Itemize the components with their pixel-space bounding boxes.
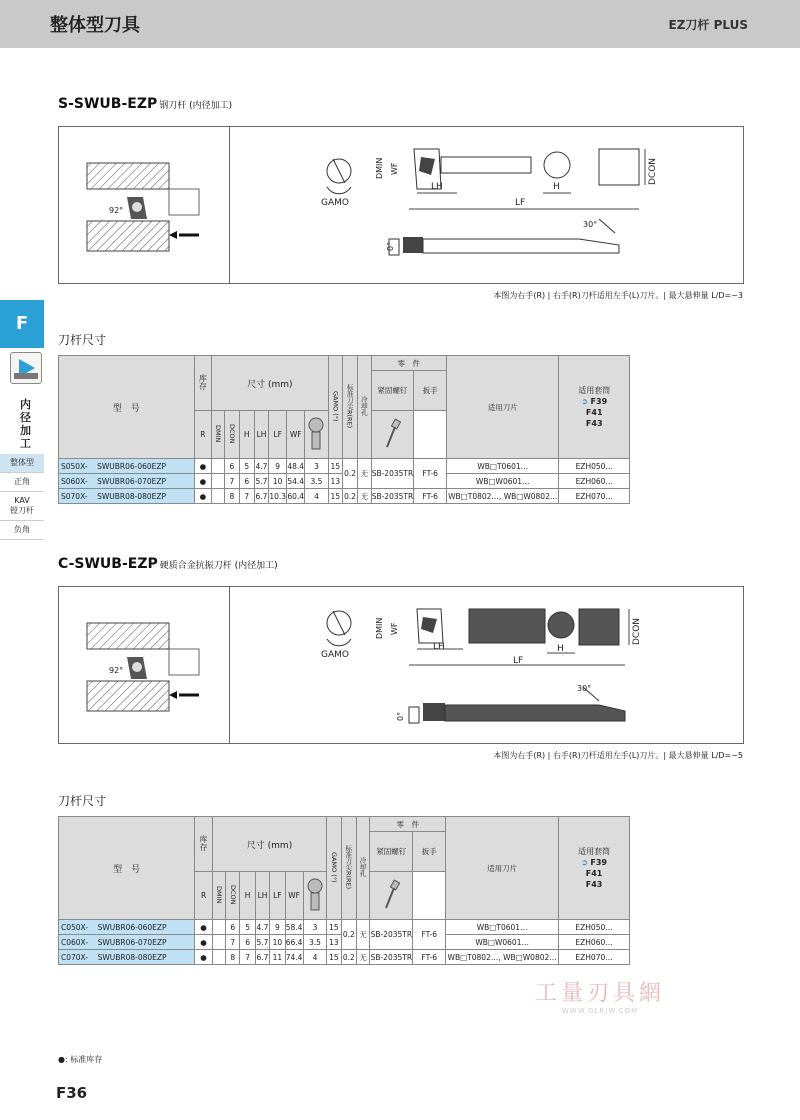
col-coolant: 冷却孔 [359, 396, 368, 416]
table2-subhead: 刀杆尺寸 [58, 794, 107, 808]
zero-angle-label: 0° [396, 711, 405, 721]
col-wrench: 扳手 [413, 832, 446, 872]
wf-label: WF [390, 162, 399, 175]
holder-drawing [59, 127, 745, 285]
col-sleeve [559, 817, 630, 920]
col-model: 型 号 [59, 356, 195, 459]
arrow-right-icon: ➲ [581, 397, 588, 406]
section2-title [58, 556, 278, 572]
lh-label: LH [431, 182, 443, 192]
col-dmin: DMIN [214, 885, 223, 904]
sleeve-ref-1[interactable]: F39 [590, 858, 607, 867]
col-h: H [239, 411, 254, 459]
wrench-icon [381, 417, 403, 451]
col-screw: 紧固螺钉 [371, 371, 414, 411]
side-nav [0, 454, 44, 540]
chapter-tab[interactable]: F [0, 300, 44, 348]
screw-icon [305, 417, 327, 451]
sleeve-title: 适用套筒 [578, 847, 611, 856]
side-nav-item-solid[interactable]: 整体型 [0, 454, 44, 473]
model-cell: S050X- SWUBR06-060EZP [59, 459, 195, 474]
section1-subtitle: 钢刀杆 (内径加工) [159, 101, 233, 111]
stock-legend: ●: 标准库存 [58, 1055, 103, 1064]
lh-label: LH [433, 642, 445, 652]
gamo-label: GAMO [321, 650, 349, 660]
dcon-label: DCON [632, 617, 642, 645]
side-nav-item-kav[interactable]: KAV 镗刀杆 [0, 492, 44, 521]
col-model: 型 号 [59, 817, 195, 920]
section1-diagram [58, 126, 744, 284]
table1 [58, 355, 630, 504]
wf-label: WF [390, 622, 399, 635]
sleeve-ref-2[interactable]: F41 [585, 408, 603, 417]
model-cell: C070X- SWUBR08-080EZP [59, 950, 195, 965]
col-lf: LF [269, 411, 287, 459]
table-row[interactable]: C060X- SWUBR06-070EZP ● 7 6 5.7 10 66.4 3.5 13 WB□W0601… EZH060… [59, 935, 630, 950]
col-lf: LF [270, 872, 285, 920]
col-coolant: 冷却孔 [358, 857, 367, 877]
col-dcon: DCON [228, 884, 237, 905]
dcon-label: DCON [648, 157, 658, 185]
gamo-label: GAMO [321, 198, 349, 208]
zero-angle-label: 0° [386, 241, 395, 251]
angle-92-label: 92° [109, 666, 124, 675]
col-dcon: DCON [227, 423, 236, 444]
watermark [535, 976, 665, 1015]
wrench-icon [380, 878, 402, 912]
col-stock: 库存 [199, 835, 209, 851]
table-row[interactable]: S060X- SWUBR06-070EZP ● 7 6 5.7 10 54.4 3.5 13 WB□W0601… EZH060… [59, 474, 630, 489]
model-cell: C060X- SWUBR06-070EZP [59, 935, 195, 950]
model-cell: S060X- SWUBR06-070EZP [59, 474, 195, 489]
watermark-url: WWW.GLRJW.COM [561, 1007, 639, 1015]
page-title: 整体型刀具 [50, 15, 140, 36]
sleeve-ref-1[interactable]: F39 [590, 397, 608, 406]
lf-label: LF [513, 656, 524, 666]
col-gamo: GAMO (°) [329, 851, 338, 883]
thirty-angle-label: 30° [583, 220, 598, 229]
col-lh: LH [255, 872, 269, 920]
col-dims: 尺寸 (mm) [212, 356, 329, 411]
col-r: R [195, 872, 212, 920]
holder-drawing [59, 587, 745, 745]
col-screw: 紧固螺钉 [370, 832, 413, 872]
angle-92-label: 92° [109, 206, 124, 215]
lf-label: LF [515, 198, 526, 208]
model-cell: C050X- SWUBR06-060EZP [59, 920, 195, 935]
side-nav-item-positive[interactable]: 正角 [0, 473, 44, 492]
section2-diagram [58, 586, 744, 744]
section2-code: C-SWUB-EZP [58, 556, 158, 572]
section1-code: S-SWUB-EZP [58, 96, 158, 112]
table-row[interactable]: S050X- SWUBR06-060EZP ● 6 5 4.7 9 48.4 3 15 0.2 无 SB-2035TR FT-6 WB□T0601… EZH050… [59, 459, 630, 474]
table-row[interactable]: S070X- SWUBR08-080EZP ● 8 7 6.7 10.3 60.4 4 15 0.2 无 SB-2035TR FT-6 WB□T0802…, WB□W0802… EZH070… [59, 489, 630, 504]
page-header [0, 0, 800, 48]
watermark-text: 工量刃具網 [535, 981, 666, 1006]
side-nav-item-negative[interactable]: 负角 [0, 521, 44, 540]
h-label: H [553, 182, 560, 192]
col-dims: 尺寸 (mm) [212, 817, 326, 872]
sleeve-ref-3[interactable]: F43 [585, 419, 603, 428]
dmin-label: DMIN [375, 157, 384, 179]
brand-label: EZ刀杆 PLUS [668, 18, 748, 32]
table-row[interactable]: C050X- SWUBR06-060EZP ● 6 5 4.7 9 58.4 3 15 0.2 无 SB-2035TR FT-6 WB□T0601… EZH050… [59, 920, 630, 935]
dmin-label: DMIN [375, 617, 384, 639]
screw-icon [304, 878, 326, 912]
col-parts: 零 件 [370, 817, 446, 832]
table2 [58, 816, 630, 965]
section2-subtitle: 硬质合金抗振刀杆 (内径加工) [159, 561, 278, 571]
section1-note: 本图为右手(R) | 右手(R)刀杆适用左手(L)刀片。| 最大悬伸量 L/D=~3 [493, 291, 743, 300]
table-row[interactable]: C070X- SWUBR08-080EZP ● 8 7 6.7 11 74.4 4 15 0.2 无 SB-2035TR FT-6 WB□T0802…, WB□W0802… EZH070… [59, 950, 630, 965]
col-r: R [194, 411, 211, 459]
boring-icon [10, 352, 42, 384]
sleeve-title: 适用套筒 [578, 386, 611, 395]
col-lh: LH [254, 411, 268, 459]
col-re: 标准刀尖R(RE) [345, 383, 354, 429]
h-label: H [557, 644, 564, 654]
page-number: F36 [56, 1084, 88, 1102]
col-wrench: 扳手 [414, 371, 447, 411]
arrow-right-icon: ➲ [581, 858, 588, 867]
col-h: H [240, 872, 255, 920]
sleeve-ref-3[interactable]: F43 [585, 880, 603, 889]
side-category-label: 内径加工 [20, 398, 31, 450]
col-gamo: GAMO (°) [331, 390, 340, 422]
model-cell: S070X- SWUBR08-080EZP [59, 489, 195, 504]
section1-title [58, 96, 232, 112]
col-insert: 适用刀片 [446, 817, 559, 920]
section2-note: 本图为右手(R) | 右手(R)刀杆适用左手(L)刀片。| 最大悬伸量 L/D=~5 [493, 751, 743, 760]
col-parts: 零 件 [371, 356, 446, 371]
col-re: 标准刀尖R(RE) [344, 844, 353, 890]
col-sleeve [559, 356, 630, 459]
table1-subhead: 刀杆尺寸 [58, 333, 107, 347]
col-wf: WF [287, 411, 305, 459]
thirty-angle-label: 30° [577, 684, 592, 693]
col-dmin: DMIN [214, 424, 223, 443]
sleeve-ref-2[interactable]: F41 [585, 869, 603, 878]
col-stock: 库存 [198, 374, 208, 390]
col-insert: 适用刀片 [447, 356, 559, 459]
col-wf: WF [285, 872, 303, 920]
